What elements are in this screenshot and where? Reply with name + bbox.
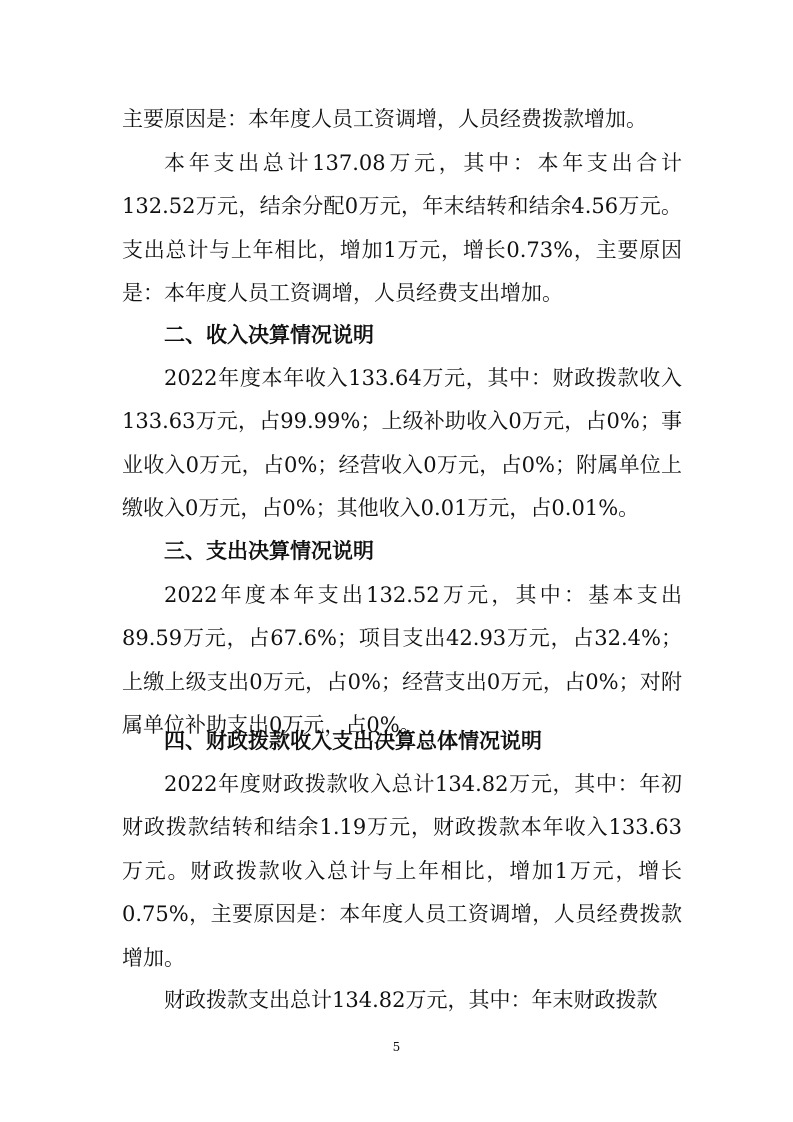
page-number: 5 [392, 1040, 401, 1054]
section-heading-income: 二、收入决算情况说明 [164, 323, 374, 347]
paragraph-expenditure: 2022年度本年支出132.52万元，其中：基本支出89.59万元，占67.6%；项目支出42.93万元，占32.4%；上缴上级支出0万元，占0%；经营支出0万元，占0%；对附属单位补助支出0万元，占0%。 [122, 583, 682, 738]
paragraph-fiscal-income: 2022年度财政拨款收入总计134.82万元，其中：年初财政拨款结转和结余1.19万元，财政拨款本年收入133.63万元。财政拨款收入总计与上年相比，增加1万元，增长0.75%，主要原因是：本年度人员工资调增，人员经费拨款增加。 [122, 772, 682, 970]
section-heading-expenditure: 三、支出决算情况说明 [164, 539, 374, 563]
paragraph-fiscal-expenditure: 财政拨款支出总计134.82万元，其中：年末财政拨款 [164, 988, 658, 1012]
paragraph-income: 2022年度本年收入133.64万元，其中：财政拨款收入133.63万元，占99.99%；上级补助收入0万元，占0%；事业收入0万元，占0%；经营收入0万元，占0%；附属单位上缴收入0万元，占0%；其他收入0.01万元，占0.01%。 [122, 366, 682, 521]
paragraph-expenditure-total: 本年支出总计137.08万元，其中：本年支出合计132.52万元，结余分配0万元，年末结转和结余4.56万元。支出总计与上年相比，增加1万元，增长0.73%，主要原因是：本年度人员工资调增，人员经费支出增加。 [122, 151, 682, 306]
paragraph-continuation: 主要原因是：本年度人员工资调增，人员经费拨款增加。 [122, 107, 647, 131]
section-heading-fiscal-appropriation: 四、财政拨款收入支出决算总体情况说明 [164, 729, 542, 753]
